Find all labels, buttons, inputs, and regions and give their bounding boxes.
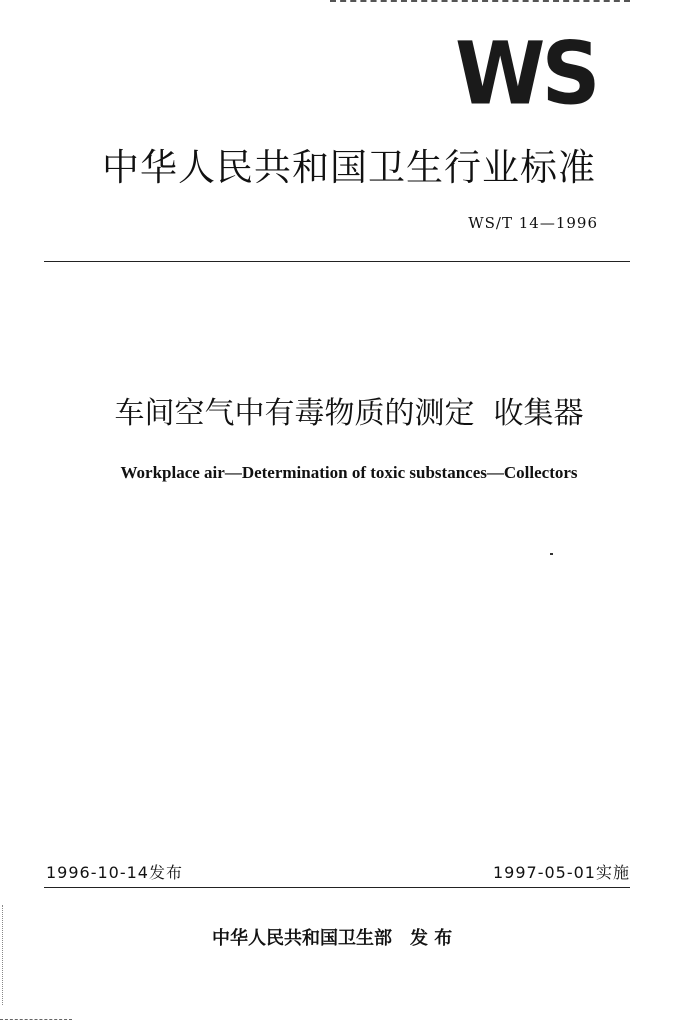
issue-date: 1996-10-14发布 [46,863,183,882]
scan-artifact-top [330,0,630,2]
implementation-date: 1997-05-01实施 [493,863,630,882]
scan-artifact-bottom [0,1019,72,1020]
standard-category-title: 中华人民共和国卫生行业标准 [102,146,596,189]
scan-artifact-left [2,905,5,1005]
document-title-en: Workplace air—Determination of toxic substances—Collectors [120,463,578,482]
standard-code: WS/T 14—1996 [468,214,598,232]
ws-logo: WS [455,24,597,125]
issuer-action: 发 布 [410,928,453,949]
footer-divider [44,887,630,888]
issuing-authority [212,926,452,952]
header-divider [44,261,630,262]
scan-speck [550,553,553,555]
document-title-zh: 车间空气中有毒物质的测定 收集器 [114,396,584,431]
issuer-name: 中华人民共和国卫生部 [212,928,392,949]
